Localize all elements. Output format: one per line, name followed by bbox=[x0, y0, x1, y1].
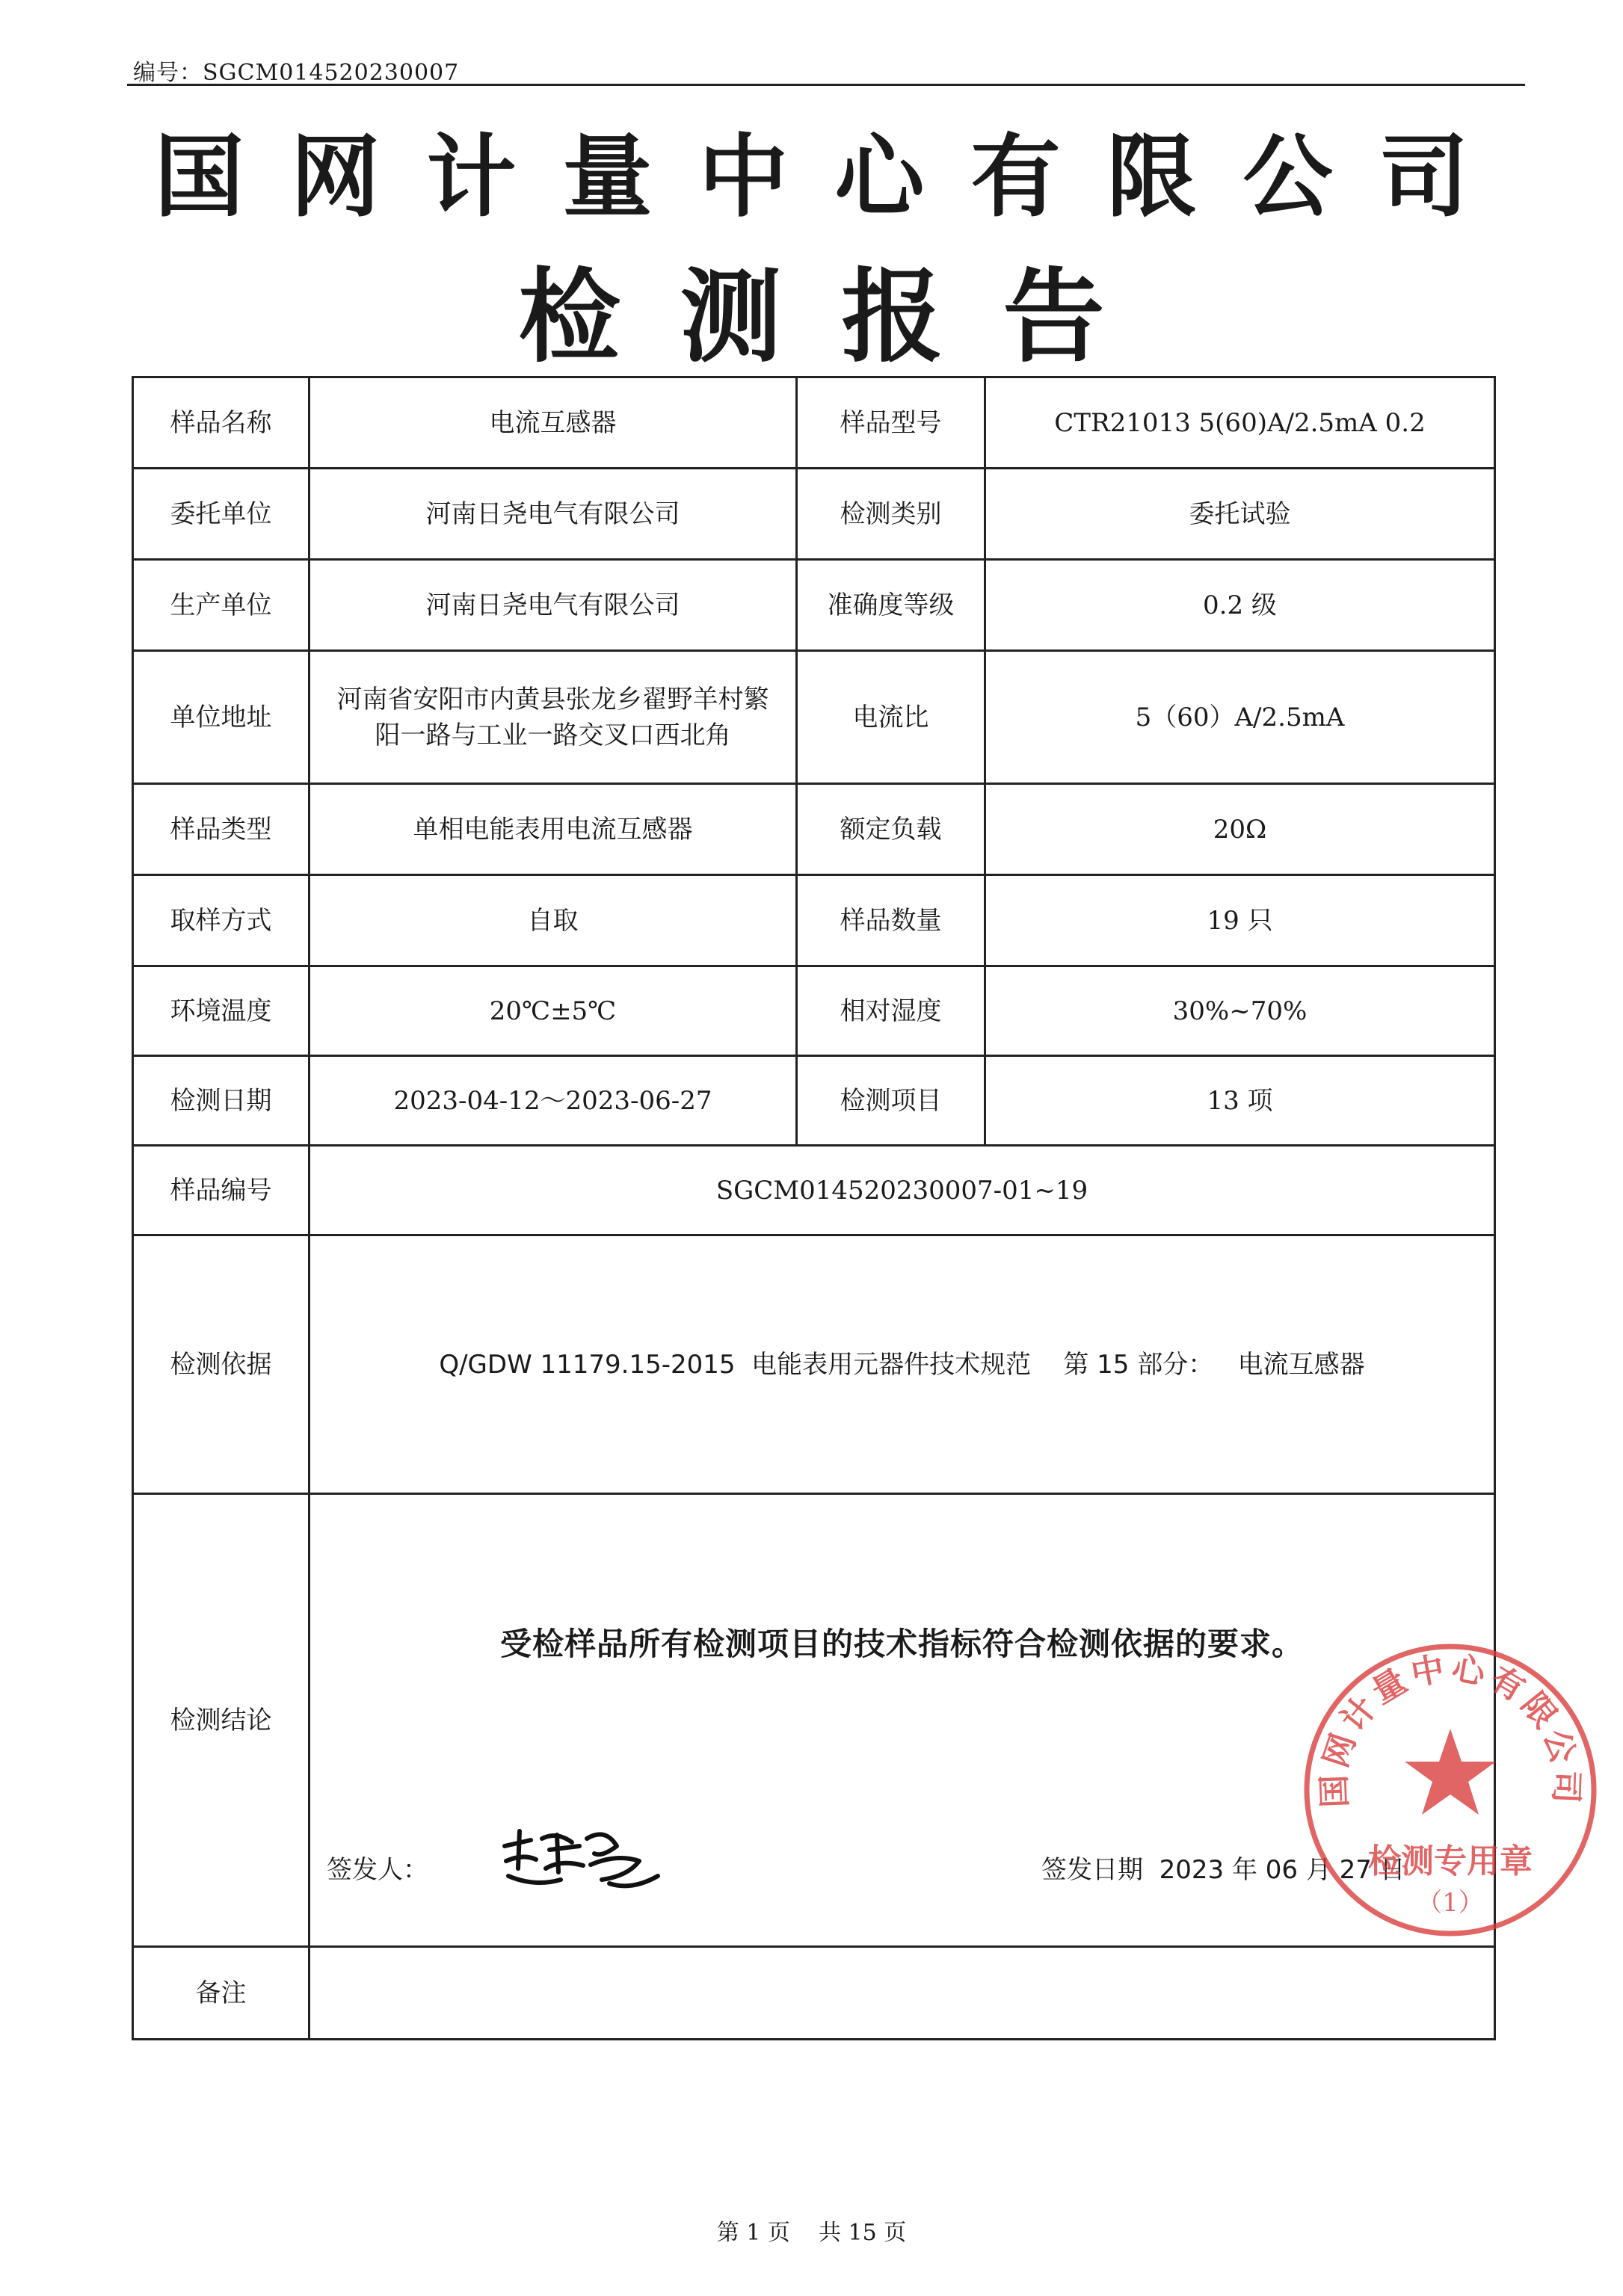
table-row bbox=[133, 1056, 1495, 1146]
ambient-temperature-label: 环境温度 bbox=[133, 966, 309, 1056]
rated-burden-label: 额定负载 bbox=[797, 784, 985, 875]
test-date-label: 检测日期 bbox=[133, 1056, 309, 1146]
test-category-label: 检测类别 bbox=[797, 469, 985, 560]
table-row bbox=[133, 784, 1495, 875]
issue-date-label: 签发日期 bbox=[1041, 1855, 1143, 1885]
sample-type-value: 单相电能表用电流互感器 bbox=[309, 784, 797, 875]
conclusion-text: 受检样品所有检测项目的技术指标符合检测依据的要求。 bbox=[499, 1626, 1304, 1662]
signature bbox=[490, 1816, 669, 1898]
company-title: 国网计量中心有限公司 bbox=[154, 126, 1515, 229]
sample-number-label: 样品编号 bbox=[133, 1146, 309, 1235]
test-date-value: 2023-04-12～2023-06-27 bbox=[309, 1056, 797, 1146]
report-table bbox=[132, 376, 1586, 2040]
sample-name-value: 电流互感器 bbox=[309, 377, 797, 469]
table-row bbox=[133, 1494, 1495, 1947]
table-row bbox=[133, 1947, 1495, 2040]
table-row bbox=[133, 469, 1495, 560]
header-divider bbox=[127, 84, 1525, 86]
table-row bbox=[133, 377, 1495, 469]
client-value: 河南日尧电气有限公司 bbox=[309, 469, 797, 560]
relative-humidity-value: 30%~70% bbox=[985, 966, 1495, 1056]
sample-quantity-label: 样品数量 bbox=[797, 875, 985, 966]
manufacturer-label: 生产单位 bbox=[133, 560, 309, 651]
test-items-value: 13 项 bbox=[985, 1056, 1495, 1146]
stamp-number: （1） bbox=[1417, 1888, 1484, 1918]
report-number bbox=[133, 54, 459, 87]
signer-label: 签发人： bbox=[327, 1855, 428, 1885]
table-row bbox=[133, 966, 1495, 1056]
test-basis-value: Q/GDW 11179.15-2015 电能表用元器件技术规范 第 15 部分： 电流互感器 bbox=[309, 1235, 1495, 1494]
address-label: 单位地址 bbox=[133, 651, 309, 784]
stamp-center-text: 检测专用章 bbox=[1368, 1842, 1533, 1880]
table-row bbox=[133, 560, 1495, 651]
ambient-temperature-value: 20℃±5℃ bbox=[309, 966, 797, 1056]
accuracy-class-value: 0.2 级 bbox=[985, 560, 1495, 651]
remarks-value bbox=[309, 1947, 1495, 2040]
stamp-ring-text: 国网计量中心有限公司 bbox=[1315, 1649, 1586, 1809]
sample-model-label: 样品型号 bbox=[797, 377, 985, 469]
accuracy-class-label: 准确度等级 bbox=[797, 560, 985, 651]
conclusion-label: 检测结论 bbox=[133, 1494, 309, 1947]
current-ratio-label: 电流比 bbox=[797, 651, 985, 784]
table-row bbox=[133, 1235, 1495, 1494]
sample-quantity-value: 19 只 bbox=[985, 875, 1495, 966]
sampling-method-label: 取样方式 bbox=[133, 875, 309, 966]
table-row bbox=[133, 651, 1495, 784]
remarks-label: 备注 bbox=[133, 1947, 309, 2040]
test-category-value: 委托试验 bbox=[985, 469, 1495, 560]
sample-type-label: 样品类型 bbox=[133, 784, 309, 875]
report-title: 检测报告 bbox=[518, 259, 1165, 377]
address-value: 河南省安阳市内黄县张龙乡翟野羊村繁阳一路与工业一路交叉口西北角 bbox=[309, 651, 797, 784]
table-row bbox=[133, 1146, 1495, 1235]
report-number-value: SGCM014520230007 bbox=[203, 60, 460, 86]
report-number-label: 编号： bbox=[133, 60, 203, 86]
relative-humidity-label: 相对湿度 bbox=[797, 966, 985, 1056]
sample-name-label: 样品名称 bbox=[133, 377, 309, 469]
issue-date-value: 2023 年 06 月 27 日 bbox=[1159, 1855, 1405, 1885]
rated-burden-value: 20Ω bbox=[985, 784, 1495, 875]
test-basis-label: 检测依据 bbox=[133, 1235, 309, 1494]
manufacturer-value: 河南日尧电气有限公司 bbox=[309, 560, 797, 651]
conclusion-cell bbox=[309, 1494, 1586, 1947]
client-label: 委托单位 bbox=[133, 469, 309, 560]
current-ratio-value: 5（60）A/2.5mA bbox=[985, 651, 1495, 784]
test-items-label: 检测项目 bbox=[797, 1056, 985, 1146]
sampling-method-value: 自取 bbox=[309, 875, 797, 966]
sample-number-value: SGCM014520230007-01~19 bbox=[309, 1146, 1495, 1235]
table-row bbox=[133, 875, 1495, 966]
stamp-star-icon bbox=[1405, 1729, 1496, 1815]
sample-model-value: CTR21013 5(60)A/2.5mA 0.2 bbox=[985, 377, 1495, 469]
official-stamp bbox=[1293, 1633, 1607, 1947]
page-indicator: 第 1 页 共 15 页 bbox=[716, 2220, 907, 2246]
